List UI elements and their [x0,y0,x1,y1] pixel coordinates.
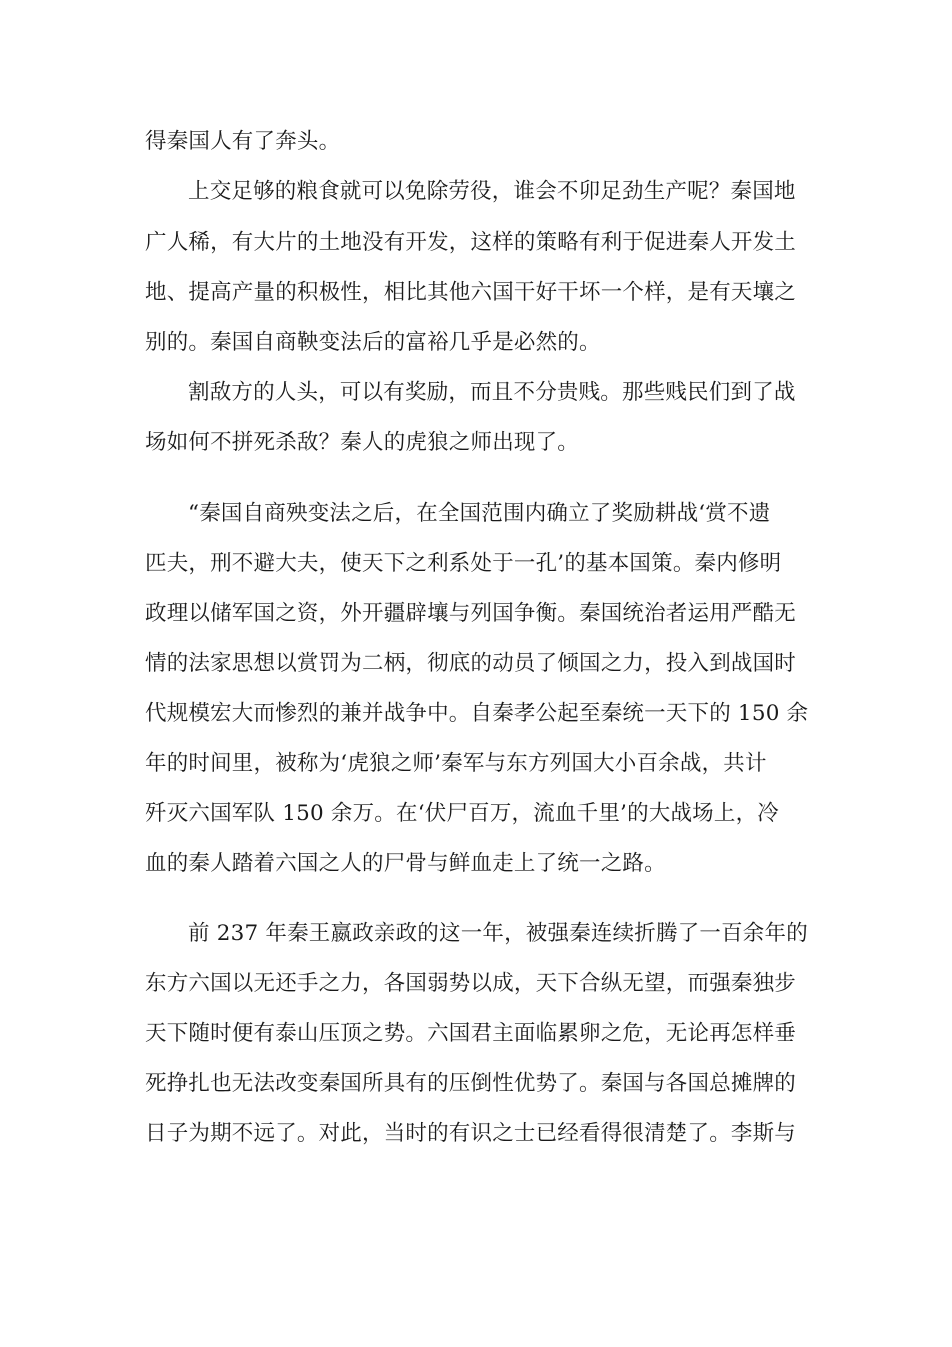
text-line: 广人稀，有大片的土地没有开发，这样的策略有利于促进秦人开发土 [145,230,797,255]
text-line: 政理以储军国之资，外开疆辟壤与列国争衡。秦国统治者运用严酷无 [145,601,797,626]
text-line: 天下随时便有泰山压顶之势。六国君主面临累卵之危，无论再怎样垂 [145,1021,797,1046]
text-line: 血的秦人踏着六国之人的尸骨与鲜血走上了统一之路。 [145,851,666,876]
text-line: 别的。秦国自商鞅变法后的富裕几乎是必然的。 [145,330,601,355]
text-line: 情的法家思想以赏罚为二柄，彻底的动员了倾国之力，投入到战国时 [145,651,797,676]
text-line: 场如何不拼死杀敌？秦人的虎狼之师出现了。 [145,430,580,455]
text-line: “秦国自商殃变法之后，在全国范围内确立了奖励耕战‘赏不遗 [188,501,771,526]
text-line: 代规模宏大而惨烈的兼并战争中。自秦孝公起至秦统一天下的 150 余 [145,701,809,726]
text-line: 地、提高产量的积极性，相比其他六国干好干坏一个样，是有天壤之 [145,280,797,305]
text-line: 割敌方的人头，可以有奖励，而且不分贵贱。那些贱民们到了战 [188,380,796,405]
text-line: 上交足够的粮食就可以免除劳役，谁会不卯足劲生产呢？秦国地 [188,179,796,204]
text-line: 歼灭六国军队 150 余万。在‘伏尸百万，流血千里’的大战场上，冷 [145,801,779,826]
text-line: 前 237 年秦王嬴政亲政的这一年，被强秦连续折腾了一百余年的 [188,921,808,946]
text-line: 匹夫，刑不避大夫，使天下之利系处于一孔’的基本国策。秦内修明 [145,551,782,576]
text-line: 年的时间里，被称为‘虎狼之师’秦军与东方列国大小百余战，共计 [145,751,767,776]
text-line: 死挣扎也无法改变秦国所具有的压倒性优势了。秦国与各国总摊牌的 [145,1071,797,1096]
text-line: 东方六国以无还手之力，各国弱势以成，天下合纵无望，而强秦独步 [145,971,797,996]
text-line: 得秦国人有了奔头。 [145,129,341,154]
text-line: 日子为期不远了。对此，当时的有识之士已经看得很清楚了。李斯与 [145,1121,797,1146]
